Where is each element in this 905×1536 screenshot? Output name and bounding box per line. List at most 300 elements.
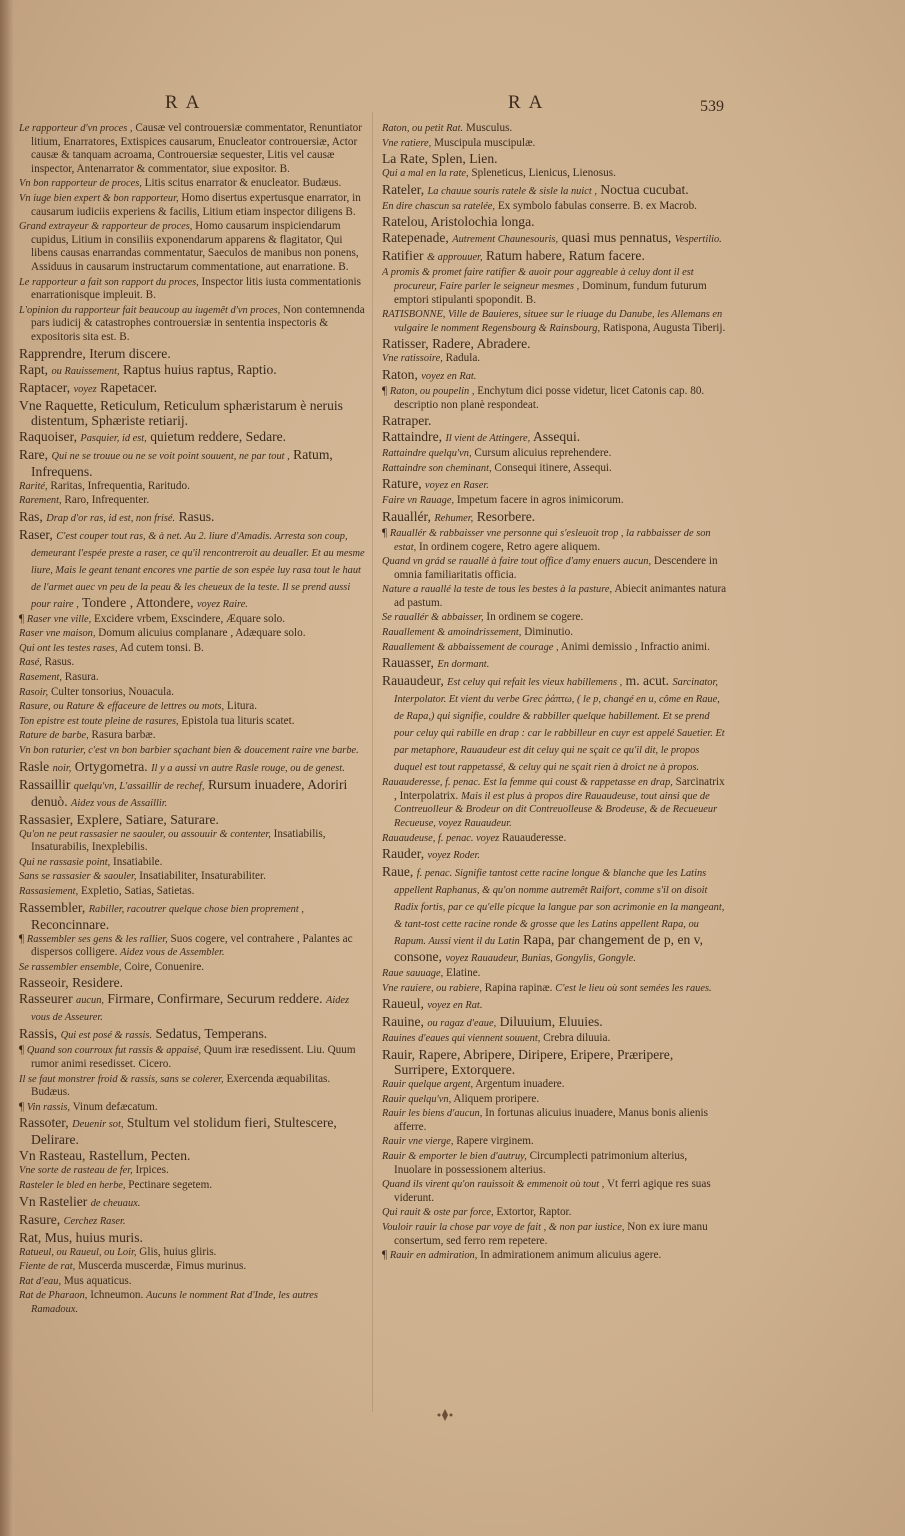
dictionary-entry: [19, 1044, 366, 1071]
entry-french-gloss: Ratueul, ou Raueul, ou Loir,: [19, 1246, 137, 1258]
entry-note: Mais il est plus à propos dire Rauaudeuse, tout ainsi que de Contreuolleur & Brodeur on dit Contreuolleuse & Brodeuse, & de Recueueur Recueuse, voyez Rauaudeur.: [394, 790, 718, 830]
entry-french-gloss: Rarité,: [19, 480, 48, 492]
dictionary-entry: [382, 230, 727, 247]
dictionary-entry: [382, 167, 727, 181]
entry-latin-gloss: Resorbere.: [476, 508, 536, 524]
dictionary-entry: [382, 494, 727, 508]
binding-gutter: [0, 0, 14, 1536]
running-head-left: RA: [165, 92, 208, 113]
entry-latin-gloss: Non ex iure manu consertum, sed ferro rem repetere.: [394, 1220, 708, 1247]
entry-french-gloss: Rauines d'eaues qui viennent souuent,: [382, 1033, 541, 1045]
entry-french-gloss: Raton, ou petit Rat.: [382, 123, 464, 134]
dictionary-entry: [382, 527, 727, 554]
dictionary-entry: [19, 729, 366, 743]
entry-french-gloss: Rasé,: [19, 657, 42, 669]
dictionary-entry: [19, 1246, 366, 1260]
dictionary-entry: [382, 1107, 727, 1134]
entry-french-gloss: Pasquier, id est,: [80, 432, 147, 444]
entry-french-gloss: Rauir quelque argent,: [382, 1079, 474, 1090]
dictionary-entry: [382, 1178, 727, 1205]
entry-latin-gloss: Spleneticus, Lienicus, Lienosus.: [471, 167, 616, 180]
entry-latin-gloss: Epistola tua lituris scatet.: [181, 714, 295, 727]
entry-french-gloss: Raue sauuage,: [382, 968, 444, 980]
entry-latin-gloss: In ordinem cogere, Retro agere aliquem.: [419, 540, 601, 553]
entry-latin-gloss: Rauauderesse.: [501, 831, 567, 844]
entry-french-gloss: Rasement,: [19, 672, 62, 684]
dictionary-entry: [382, 1221, 727, 1248]
entry-latin-gloss: Litis scitus enarrator & enucleator. Budæus.: [144, 177, 342, 190]
entry-latin-gloss: Insatiabiliter, Insaturabiliter.: [139, 870, 266, 883]
entry-french-gloss: Qui a mal en la rate,: [382, 168, 469, 180]
dictionary-entry: [19, 380, 366, 397]
entry-note: Aidez vous de Asseurer.: [31, 995, 350, 1024]
entry-french-gloss: Drap d'or ras, id est, non frisé.: [46, 512, 176, 524]
dictionary-entry: [382, 266, 727, 307]
entry-latin-gloss: quietum reddere, Sedare.: [150, 428, 287, 444]
dictionary-entry: [382, 832, 727, 846]
entry-latin-gloss: Insatiabilis, Insaturabilis, Inexplebilis.: [31, 827, 326, 854]
dictionary-entry: [19, 1212, 366, 1229]
entry-latin-gloss: Homo causarum inspiciendarum cupidus, Litium in consiliis exponendarum apparens & flagitator, Qui libens causas enarrandas commentatur, Saeculos de manibus non ponens, Assiduus in causarum instructarum commentatione, aut enarratione. B.: [31, 220, 359, 273]
entry-latin-gloss: Reticulum, Reticulum sphæristarum è neruis distentum, Sphæriste retiarij.: [31, 397, 343, 428]
dictionary-entry: [382, 462, 727, 476]
dictionary-entry: [19, 362, 366, 379]
dictionary-entry: [382, 1078, 727, 1092]
dictionary-entry: [19, 627, 366, 641]
dictionary-entry: [19, 933, 366, 960]
dictionary-entry: [19, 177, 366, 191]
entry-french-gloss: Deuenir sot,: [72, 1119, 124, 1131]
entry-french-gloss: Ton epistre est toute pleine de rasures,: [19, 715, 179, 727]
printers-ornament-icon: [436, 1408, 454, 1422]
dictionary-entry: [382, 982, 727, 996]
entry-french-gloss: Rasure, ou Rature & effaceure de lettres ou mots,: [19, 701, 225, 713]
entry-latin-gloss: Splen, Lien.: [431, 151, 498, 167]
entry-latin-gloss: In ordinem se cogere.: [486, 611, 584, 624]
dictionary-entry: [19, 1289, 366, 1316]
entry-french-gloss: Vne ratissoire,: [382, 353, 443, 365]
entry-latin-gloss: Culter tonsorius, Nouacula.: [50, 685, 175, 698]
entry-headword: Rature,: [382, 476, 422, 492]
entry-french-gloss: Vne sorte de rasteau de fer,: [19, 1165, 133, 1177]
entry-headword: Vne Raquette,: [19, 397, 97, 413]
entry-latin-gloss: Radere, Abradere.: [432, 336, 531, 352]
entry-french-gloss: Rauir & emporter le bien d'autruy,: [382, 1150, 527, 1162]
entry-french-gloss: Quand son courroux fut rassis & appaisé,: [26, 1045, 202, 1057]
entry-latin-gloss: Circumplecti patrimonium alterius, Inuolare in possessionem alterius.: [394, 1149, 688, 1176]
dictionary-entry: [19, 1073, 366, 1100]
entry-latin-gloss: Glis, huius gliris.: [139, 1245, 217, 1258]
entry-latin-gloss: Causæ vel controuersiæ commentator, Renuntiator litium, Enarratores, Extispices causarum, Enucleator controuersiæ, Actor causæ & tanquam acroama, Controuersiæ sequester, Litis vel causæ inspector, Antenarrator & commentator, siue expositor. B.: [31, 122, 363, 175]
entry-headword: Rauder,: [382, 846, 425, 862]
entry-french-gloss: Qui est posé & rassis.: [60, 1030, 153, 1042]
entry-latin-gloss: Argentum inuadere.: [475, 1078, 565, 1090]
entry-latin-gloss: Rasura.: [64, 671, 99, 684]
entry-french-gloss: Qu'on ne peut rassasier ne saouler, ou assouuir & contenter,: [19, 828, 271, 840]
dictionary-entry: [19, 346, 366, 361]
entry-french-gloss: C'est couper tout ras, & à net. Au 2. liure d'Amadis. Arresta son coup, demeurant l'espée preste a raser, ce qu'il rencontreroit au deualler. Et au mesme liure, Mais le geant tenant encores vne partie de son espée luy rasa tout le haut de l'armet auec vn peu de la peau & les cheueux de la teste. Il se prend aussi pour raire ,: [31, 530, 365, 610]
entry-headword: Ratisser,: [382, 336, 429, 352]
entry-note: Sarcinator, Interpolator. Et vient du verbe Grec ῥάπτω, ( le p, changé en u, côme en Raue, de Rapa,) qui signifie, couldre & rabbiller quelque habillement. Et se prend pour celuy qui rabille en drap : car le rabbilleur en cuyr est appelé Sauetier. Et par metaphore, Rauaudeur est dit celuy qui ne sçait ce qu'il dit, le propos duquel est tout rappetassé, & celuy qui ne sçait rien à droict ne à propos.: [394, 677, 725, 774]
entry-latin-gloss: Aliquem proripere.: [453, 1092, 540, 1105]
dictionary-entry: [19, 715, 366, 729]
dictionary-entry: [19, 1179, 366, 1193]
dictionary-entry: [19, 480, 366, 494]
dictionary-entry: [19, 1026, 366, 1043]
dictionary-entry: [19, 276, 366, 303]
dictionary-entry: [382, 611, 727, 625]
entry-note: Il y a aussi vn autre Rasle rouge, ou de genest.: [151, 762, 345, 774]
dictionary-entry: [19, 1275, 366, 1289]
entry-latin-gloss: Excidere vrbem, Exscindere, Æquare solo.: [94, 612, 286, 625]
entry-french-gloss: Fiente de rat,: [19, 1261, 76, 1273]
entry-latin-gloss: Ratum, Infrequens.: [31, 446, 333, 479]
entry-headword: Rapt,: [19, 361, 49, 377]
entry-french-gloss: Raser vne ville,: [26, 613, 92, 625]
entry-latin-gloss: Impetum facere in agros inimicorum.: [456, 494, 624, 507]
entry-latin-gloss: Dominum, fundum futurum emptori stipulanti spopondit. B.: [394, 279, 707, 306]
dictionary-entry: [19, 900, 366, 932]
dictionary-entry: [19, 1230, 366, 1245]
dictionary-entry: [382, 1206, 727, 1220]
entry-french-gloss: Le rapporteur d'vn proces ,: [19, 123, 133, 134]
entry-french-gloss: voyez en Rat.: [427, 1000, 483, 1012]
entry-latin-gloss: In fortunas alicuius inuadere, Manus bonis alienis afferre.: [394, 1107, 708, 1133]
entry-latin-gloss: Diminutio.: [524, 626, 573, 639]
entry-latin-gloss: Animi demissio , Infractio animi.: [560, 640, 710, 653]
dictionary-entry: [19, 1101, 366, 1115]
dictionary-entry: [382, 429, 727, 446]
entry-latin-gloss: Rasus.: [178, 508, 215, 524]
entry-french-gloss: Raser vne maison,: [19, 628, 96, 640]
entry-headword: Rassembler,: [19, 899, 86, 915]
entry-headword: Rasle: [19, 758, 50, 774]
dictionary-entry: [19, 856, 366, 870]
entry-french-gloss: Rarement,: [19, 495, 62, 507]
entry-french-gloss: voyez en Rat.: [421, 370, 477, 382]
column-divider: [372, 112, 373, 1412]
dictionary-entry: [19, 494, 366, 508]
entry-french-gloss: Nature a rauallé la teste de tous les bestes à la pasture,: [382, 584, 613, 596]
entry-french-gloss: ou ragaz d'eaue,: [427, 1018, 497, 1030]
dictionary-entry: [382, 846, 727, 863]
dictionary-entry: [382, 509, 727, 526]
entry-french-gloss: Il se faut monstrer froid & rassis, sans se colerer,: [19, 1073, 224, 1085]
dictionary-entry: [19, 527, 366, 612]
entry-french-gloss: Vne ratiere,: [382, 137, 432, 149]
dictionary-entry: [19, 656, 366, 670]
entry-latin-gloss: Domum alicuius complanare , Adæquare solo.: [98, 627, 306, 640]
dictionary-entry: [382, 1032, 727, 1046]
entry-latin-gloss: Raptus huius raptus, Raptio.: [123, 361, 277, 377]
entry-french-gloss: En dormant.: [437, 659, 490, 671]
entry-headword: Rassoter,: [19, 1115, 69, 1131]
entry-latin-gloss: Vt ferri agique res suas viderunt.: [394, 1178, 711, 1204]
entry-french-gloss: & approuuer,: [426, 252, 483, 264]
dictionary-entry: [382, 864, 727, 966]
entry-latin-gloss: Tondere , Attondere,: [81, 594, 194, 610]
entry-latin-gloss: Consequi itinere, Assequi.: [494, 461, 612, 474]
entry-french-gloss: Rattaindre son cheminant,: [382, 462, 492, 474]
entry-headword: Rauaudeur,: [382, 673, 444, 689]
entry-french-gloss: noir,: [52, 762, 72, 774]
entry-french-gloss: Qui ne se trouue ou ne se voit point souuent, ne par tout ,: [51, 450, 290, 462]
entry-french-gloss: ou Rauissement,: [51, 365, 120, 377]
entry-french-gloss: En dire chascun sa ratelée,: [382, 200, 496, 212]
dictionary-entry: [19, 700, 366, 714]
dictionary-entry: [19, 1115, 366, 1147]
entry-headword: Ratifier: [382, 248, 424, 264]
entry-headword: Raton,: [382, 366, 418, 382]
entry-latin-gloss: Ortygometra.: [74, 758, 148, 774]
entry-latin-gloss: Radula.: [445, 352, 481, 365]
entry-headword: Ratelou,: [382, 214, 428, 230]
entry-headword: Rapprendre,: [19, 345, 86, 361]
entry-latin-gloss: Crebra diluuia.: [543, 1032, 611, 1045]
entry-latin-gloss: Descendere in omnia familiaritatis officia.: [394, 555, 718, 581]
entry-french-gloss: Rature de barbe,: [19, 730, 89, 742]
dictionary-entry: [19, 613, 366, 627]
dictionary-entry: [382, 655, 727, 672]
entry-latin-gloss: Rapetacer.: [100, 379, 158, 395]
entry-headword: Rasure,: [19, 1211, 61, 1227]
entry-french-gloss: Qui ne rassasie point,: [19, 856, 111, 868]
entry-headword: Raueul,: [382, 996, 424, 1012]
entry-latin-gloss: Litura.: [226, 700, 258, 713]
dictionary-entry: [19, 1194, 366, 1211]
entry-headword: Vn Rasteau,: [19, 1148, 86, 1164]
entry-latin-gloss: Rapere, Abripere, Diripere, Eripere, Præripere, Surripere, Extorquere.: [394, 1047, 674, 1077]
entry-french-gloss: Rat d'eau,: [19, 1275, 62, 1287]
entry-french-gloss: Raton, ou poupelin ,: [389, 385, 475, 397]
entry-french-gloss: La chauue souris ratele & sisle la nuict ,: [427, 185, 597, 197]
entry-latin-gloss: Insatiabile.: [113, 855, 163, 868]
entry-french-gloss: Se rassembler ensemble,: [19, 961, 122, 973]
entry-headword: Raser,: [19, 526, 53, 542]
dictionary-entry: [19, 1148, 366, 1163]
entry-latin-gloss: Assequi.: [532, 429, 581, 445]
dictionary-entry: [382, 967, 727, 981]
entry-french-gloss: Cerchez Raser.: [63, 1215, 126, 1227]
entry-latin-gloss: Rasura barbæ.: [91, 729, 156, 742]
dictionary-entry: [19, 885, 366, 899]
entry-french-gloss: aucun,: [76, 995, 105, 1007]
entry-french-gloss: Vouloir rauir la chose par voye de fait , & non par iustice,: [382, 1221, 625, 1233]
right-column: [382, 122, 727, 1264]
dictionary-entry: [382, 413, 727, 428]
entry-headword: Rasseoir,: [19, 975, 69, 991]
entry-french-gloss: Faire vn Rauage,: [382, 495, 455, 507]
entry-french-gloss: Rat de Pharaon,: [19, 1290, 88, 1302]
entry-note: voyez Rauaudeur, Bunias, Gongylis, Gongyle.: [445, 953, 636, 965]
entry-headword: Raptacer,: [19, 379, 71, 395]
entry-latin-gloss: Cursum alicuius reprehendere.: [474, 447, 612, 460]
entry-french-gloss: Vn bon raturier, c'est vn bon barbier sçachant bien & doucement raire vne barbe.: [19, 745, 359, 757]
dictionary-entry: [382, 200, 727, 214]
entry-latin-gloss: Expletio, Satias, Satietas.: [80, 885, 195, 897]
dictionary-entry: [382, 182, 727, 199]
entry-headword: Rasseurer: [19, 991, 73, 1007]
entry-note: Aucuns le nomment Rat d'Inde, les autres Ramadoux.: [31, 1290, 318, 1315]
entry-latin-gloss: Aristolochia longa.: [430, 214, 535, 230]
entry-latin-gloss: Suos cogere, vel contrahere , Palantes ac dispersos colligere.: [31, 932, 353, 959]
entry-headword: Rassaillir: [19, 776, 71, 792]
dictionary-entry: [382, 555, 727, 582]
entry-french-gloss: Rauir en admiration,: [389, 1250, 478, 1262]
entry-french-gloss: Vne rauiere, ou rabiere,: [382, 982, 482, 994]
entry-latin-gloss: Raritas, Infrequentia, Raritudo.: [50, 479, 190, 492]
entry-latin-gloss: Abiecit animantes natura ad pastum.: [394, 583, 727, 609]
entry-headword: Rauasser,: [382, 655, 434, 671]
entry-latin-gloss: Quum iræ resedissent. Liu. Quum rumor animi resedisset. Cicero.: [31, 1044, 356, 1070]
entry-note: voyez Raire.: [196, 598, 248, 610]
dictionary-entry: [19, 192, 366, 219]
dictionary-entry: [382, 1135, 727, 1149]
dictionary-entry: [382, 248, 727, 265]
dictionary-entry: [19, 509, 366, 526]
entry-french-gloss: Qui ont les testes rases,: [19, 642, 118, 654]
entry-french-gloss: Rasteler le bled en herbe,: [19, 1179, 126, 1191]
entry-french-gloss: Se rauallér & abbaisser,: [382, 612, 484, 624]
entry-latin-gloss: Musculus.: [465, 122, 513, 134]
entry-note: Aidez vous de Assembler.: [120, 947, 225, 959]
entry-headword: Raquoiser,: [19, 428, 77, 444]
entry-headword: Ras,: [19, 508, 43, 524]
entry-latin-gloss: Rapa, par changement de p, en v, consone,: [394, 932, 703, 965]
entry-latin-gloss: Ex symbolo fabulas conserre. B. ex Macrob.: [497, 199, 697, 212]
entry-headword: Rare,: [19, 446, 49, 462]
entry-french-gloss: Il vient de Attingere,: [445, 433, 531, 445]
entry-latin-gloss: Non contemnenda pars iudicij & catastrophes controuersiæ in sententia inspectoris & expositoris sita est. B.: [31, 303, 365, 343]
dictionary-entry: [19, 1164, 366, 1178]
entry-french-gloss: Autrement Chaunesouris,: [452, 234, 559, 246]
entry-french-gloss: de cheuaux.: [90, 1197, 141, 1209]
entry-french-gloss: Quand ils virent qu'on rauissoit & emmenoit où tout ,: [382, 1179, 605, 1191]
dictionary-entry: [19, 1260, 366, 1274]
left-column: [19, 122, 366, 1318]
dictionary-entry: [19, 304, 366, 345]
entry-headword: Rattaindre,: [382, 429, 443, 445]
entry-french-gloss: Rattaindre quelqu'vn,: [382, 448, 472, 460]
dictionary-entry: [382, 673, 727, 775]
dictionary-entry: [382, 336, 727, 351]
entry-latin-gloss: Irpices.: [135, 1164, 169, 1177]
page-number: 539: [700, 98, 724, 115]
entry-latin-gloss: Inspector litis iusta commentationis enarrationisque impleuit. B.: [31, 275, 361, 302]
entry-latin-gloss: Extortor, Raptor.: [496, 1206, 572, 1219]
entry-latin-gloss: Raro, Infrequenter.: [64, 494, 150, 507]
entry-latin-gloss: Mus, huius muris.: [44, 1229, 143, 1245]
entry-latin-gloss: Rapina rapinæ.: [484, 981, 553, 994]
entry-french-gloss: L'opinion du rapporteur fait beaucoup au iugemêt d'vn proces,: [19, 304, 281, 316]
entry-french-gloss: Rauauderesse, f. penac. Est la femme qui coust & rappetasse en drap,: [382, 777, 673, 789]
dictionary-entry: [382, 308, 727, 335]
dictionary-entry: [382, 214, 727, 229]
entry-french-gloss: Rauallér & rabbaisser vne personne qui s'esleuoit trop , la rabbaisser de son estat,: [389, 527, 711, 553]
dictionary-entry: [19, 642, 366, 656]
entry-latin-gloss: Iterum discere.: [89, 345, 171, 361]
entry-latin-gloss: Noctua cucubat.: [600, 181, 689, 197]
dictionary-entry: [382, 583, 727, 610]
dictionary-entry: [382, 1150, 727, 1177]
entry-french-gloss: Vn bon rapporteur de proces,: [19, 178, 142, 190]
dictionary-entry: [382, 626, 727, 640]
dictionary-entry: [382, 476, 727, 493]
entry-latin-gloss: Exercenda æquabilitas. Budæus.: [31, 1072, 331, 1099]
entry-french-gloss: A promis & promet faire ratifier & auoir pour aggreable à celuy dont il est procureur, Faire parler le seigneur mesmes ,: [382, 267, 694, 292]
entry-latin-gloss: Muscerda muscerdæ, Fimus murinus.: [78, 1260, 247, 1273]
entry-latin-gloss: quasi mus pennatus,: [561, 230, 672, 246]
entry-latin-gloss: Vinum defæcatum.: [72, 1100, 158, 1113]
entry-headword: Rauine,: [382, 1014, 424, 1030]
dictionary-entry: [19, 812, 366, 827]
dictionary-entry: [19, 828, 366, 855]
entry-latin-gloss: Rapere virginem.: [456, 1135, 534, 1148]
entry-french-gloss: Rabiller, racoutrer quelque chose bien proprement ,: [88, 903, 304, 915]
entry-french-gloss: Est celuy qui refait les vieux habillemens ,: [447, 677, 623, 689]
entry-headword: Rauallér,: [382, 508, 431, 524]
dictionary-entry: [382, 996, 727, 1013]
dictionary-entry: [382, 151, 727, 166]
dictionary-entry: [19, 447, 366, 479]
entry-french-gloss: Le rapporteur a fait son rapport du proces,: [19, 276, 199, 288]
entry-headword: Vn Rastelier: [19, 1193, 88, 1209]
entry-latin-gloss: Diluuium, Eluuies.: [499, 1014, 603, 1030]
entry-note: Vespertilio.: [674, 234, 722, 246]
dictionary-entry: [382, 1014, 727, 1031]
entry-latin-gloss: Elatine.: [445, 967, 481, 980]
entry-latin-gloss: m. acut.: [625, 673, 670, 689]
dictionary-entry: [382, 352, 727, 366]
entry-latin-gloss: Enchytum dici posse videtur, licet Catonis cap. 80. descriptio non planè respondeat.: [394, 384, 705, 411]
entry-french-gloss: Rasoir,: [19, 686, 49, 698]
entry-latin-gloss: Rursum inuadere, Adoriri denuò.: [31, 776, 348, 809]
entry-latin-gloss: Explere, Satiare, Saturare.: [76, 811, 219, 827]
entry-latin-gloss: Coire, Conuenire.: [124, 960, 205, 973]
dictionary-entry: [382, 1093, 727, 1107]
dictionary-entry: [382, 1249, 727, 1263]
entry-headword: Rassis,: [19, 1026, 58, 1042]
dictionary-entry: [19, 686, 366, 700]
entry-latin-gloss: Reconcinnare.: [31, 916, 110, 932]
entry-french-gloss: Grand extrayeur & rapporteur de proces,: [19, 221, 193, 233]
entry-french-gloss: Rauir vne vierge,: [382, 1136, 454, 1148]
dictionary-entry: [19, 398, 366, 428]
dictionary-entry: [382, 1047, 727, 1077]
dictionary-entry: [382, 367, 727, 384]
entry-latin-gloss: Rastellum, Pecten.: [88, 1148, 191, 1164]
entry-headword: Ratepenade,: [382, 230, 449, 246]
dictionary-entry: [19, 975, 366, 990]
entry-headword: Raue,: [382, 864, 414, 880]
entry-french-gloss: Vin rassis,: [26, 1101, 70, 1113]
entry-french-gloss: Rauir les biens d'aucun,: [382, 1108, 483, 1120]
entry-latin-gloss: Muscipula muscipulæ.: [434, 136, 536, 149]
dictionary-entry: [19, 870, 366, 884]
entry-french-gloss: Qui rauit & oste par force,: [382, 1207, 494, 1219]
entry-latin-gloss: Ichneumon.: [90, 1289, 144, 1302]
dictionary-entry: [382, 641, 727, 655]
entry-headword: Rat,: [19, 1229, 42, 1245]
entry-french-gloss: Rauallement & amoindrissement,: [382, 627, 522, 639]
entry-headword: Rateler,: [382, 181, 425, 197]
entry-latin-gloss: Mus aquaticus.: [63, 1274, 132, 1287]
entry-headword: Rassasier,: [19, 811, 74, 827]
dictionary-entry: [19, 122, 366, 176]
entry-latin-gloss: Rasus.: [44, 656, 75, 669]
entry-french-gloss: voyez: [73, 383, 97, 395]
entry-latin-gloss: Stultum vel stolidum fieri, Stultescere, Delirare.: [31, 1115, 337, 1148]
